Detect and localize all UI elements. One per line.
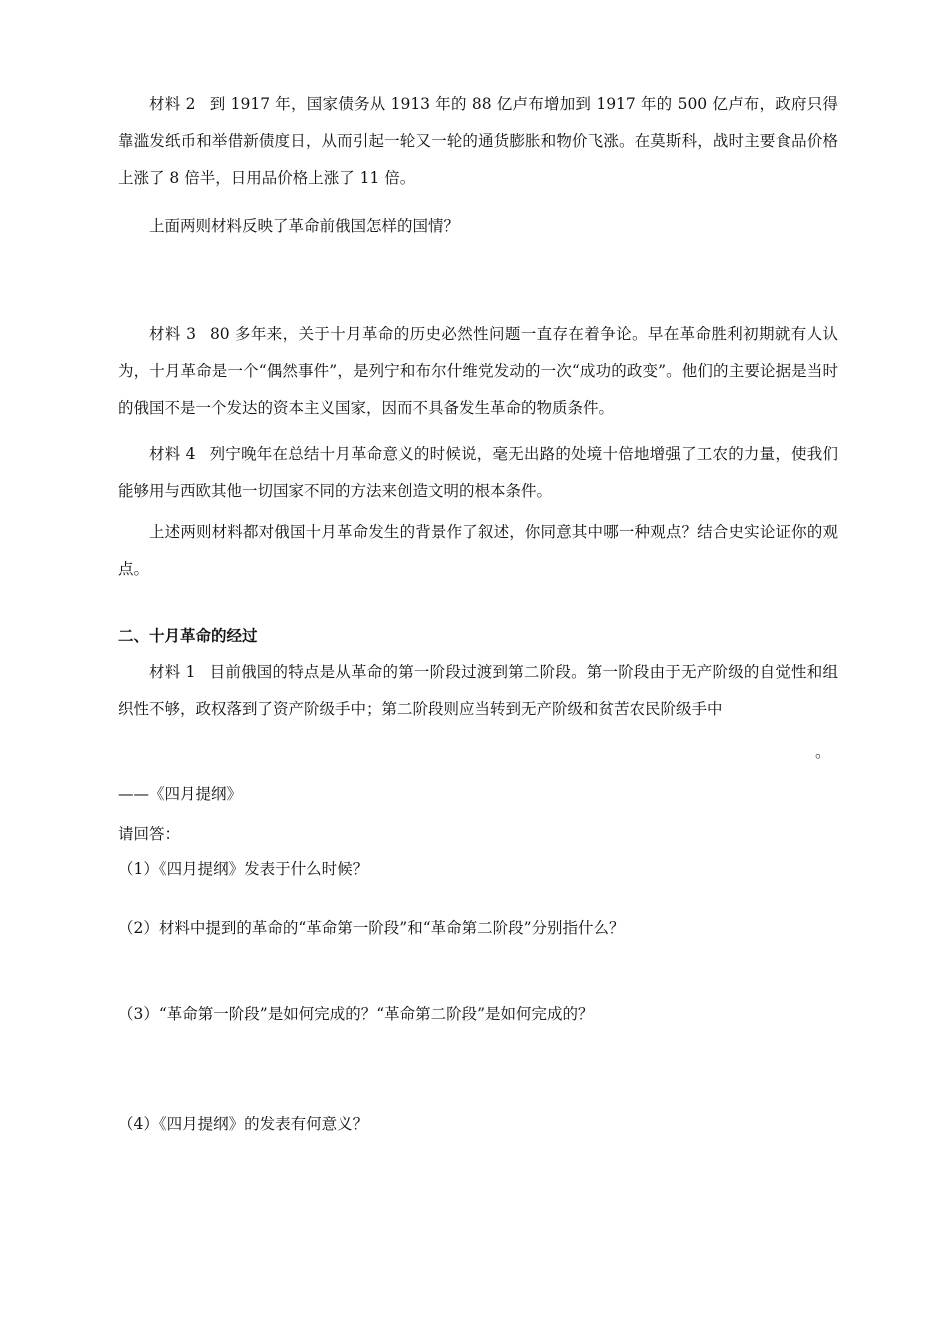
- material-3-label: 材料 3: [149, 325, 196, 343]
- question-viewpoint: 上述两则材料都对俄国十月革命发生的背景作了叙述，你同意其中哪一种观点？结合史实论证你的观点。: [118, 523, 838, 578]
- material-2-paragraph: [118, 86, 838, 197]
- material-2-text: 到 1917 年，国家债务从 1913 年的 88 亿卢布增加到 1917 年的 500 亿卢布，政府只得靠滥发纸币和举借新债度日，从而引起一轮又一轮的通货膨胀和物价飞涨。在莫斯科，战时主要食品价格上涨了 8 倍半，日用品价格上涨了 11 倍。: [118, 95, 839, 187]
- material-1-end-mark: 。: [815, 743, 831, 761]
- material-3-text: 80 多年来，关于十月革命的历史必然性问题一直存在着争论。早在革命胜利初期就有人认为，十月革命是一个“偶然事件”，是列宁和布尔什维党发动的一次“成功的政变”。他们的主要论据是当时的俄国不是一个发达的资本主义国家，因而不具备发生革命的物质条件。: [118, 325, 838, 417]
- material-1-text: 目前俄国的特点是从革命的第一阶段过渡到第二阶段。第一阶段由于无产阶级的自觉性和组织性不够，政权落到了资产阶级手中；第二阶段则应当转到无产阶级和贫苦农民阶级手中: [118, 663, 838, 718]
- question-4: （4）《四月提纲》的发表有何意义？: [118, 1115, 369, 1133]
- material-4-text: 列宁晚年在总结十月革命意义的时候说，毫无出路的处境十倍地增强了工农的力量，使我们能够用与西欧其他一切国家不同的方法来创造文明的根本条件。: [118, 445, 838, 500]
- question-3: （3）“革命第一阶段”是如何完成的？“革命第二阶段”是如何完成的？: [118, 1005, 594, 1023]
- material-1-paragraph: [118, 654, 838, 728]
- material-1-label: 材料 1: [149, 663, 196, 681]
- question-1: （1）《四月提纲》发表于什么时候？: [118, 860, 369, 878]
- material-1-source: ——《四月提纲》: [118, 785, 243, 803]
- answer-prompt: 请回答：: [118, 825, 181, 843]
- material-4-paragraph: [118, 436, 838, 510]
- material-2-label: 材料 2: [149, 95, 196, 113]
- question-2: （2）材料中提到的革命的“革命第一阶段”和“革命第二阶段”分别指什么？: [118, 919, 625, 937]
- material-3-paragraph: [118, 316, 838, 427]
- question-national-conditions: 上面两则材料反映了革命前俄国怎样的国情？: [149, 217, 460, 235]
- section-heading: 二、十月革命的经过: [118, 627, 258, 645]
- material-4-label: 材料 4: [149, 445, 196, 463]
